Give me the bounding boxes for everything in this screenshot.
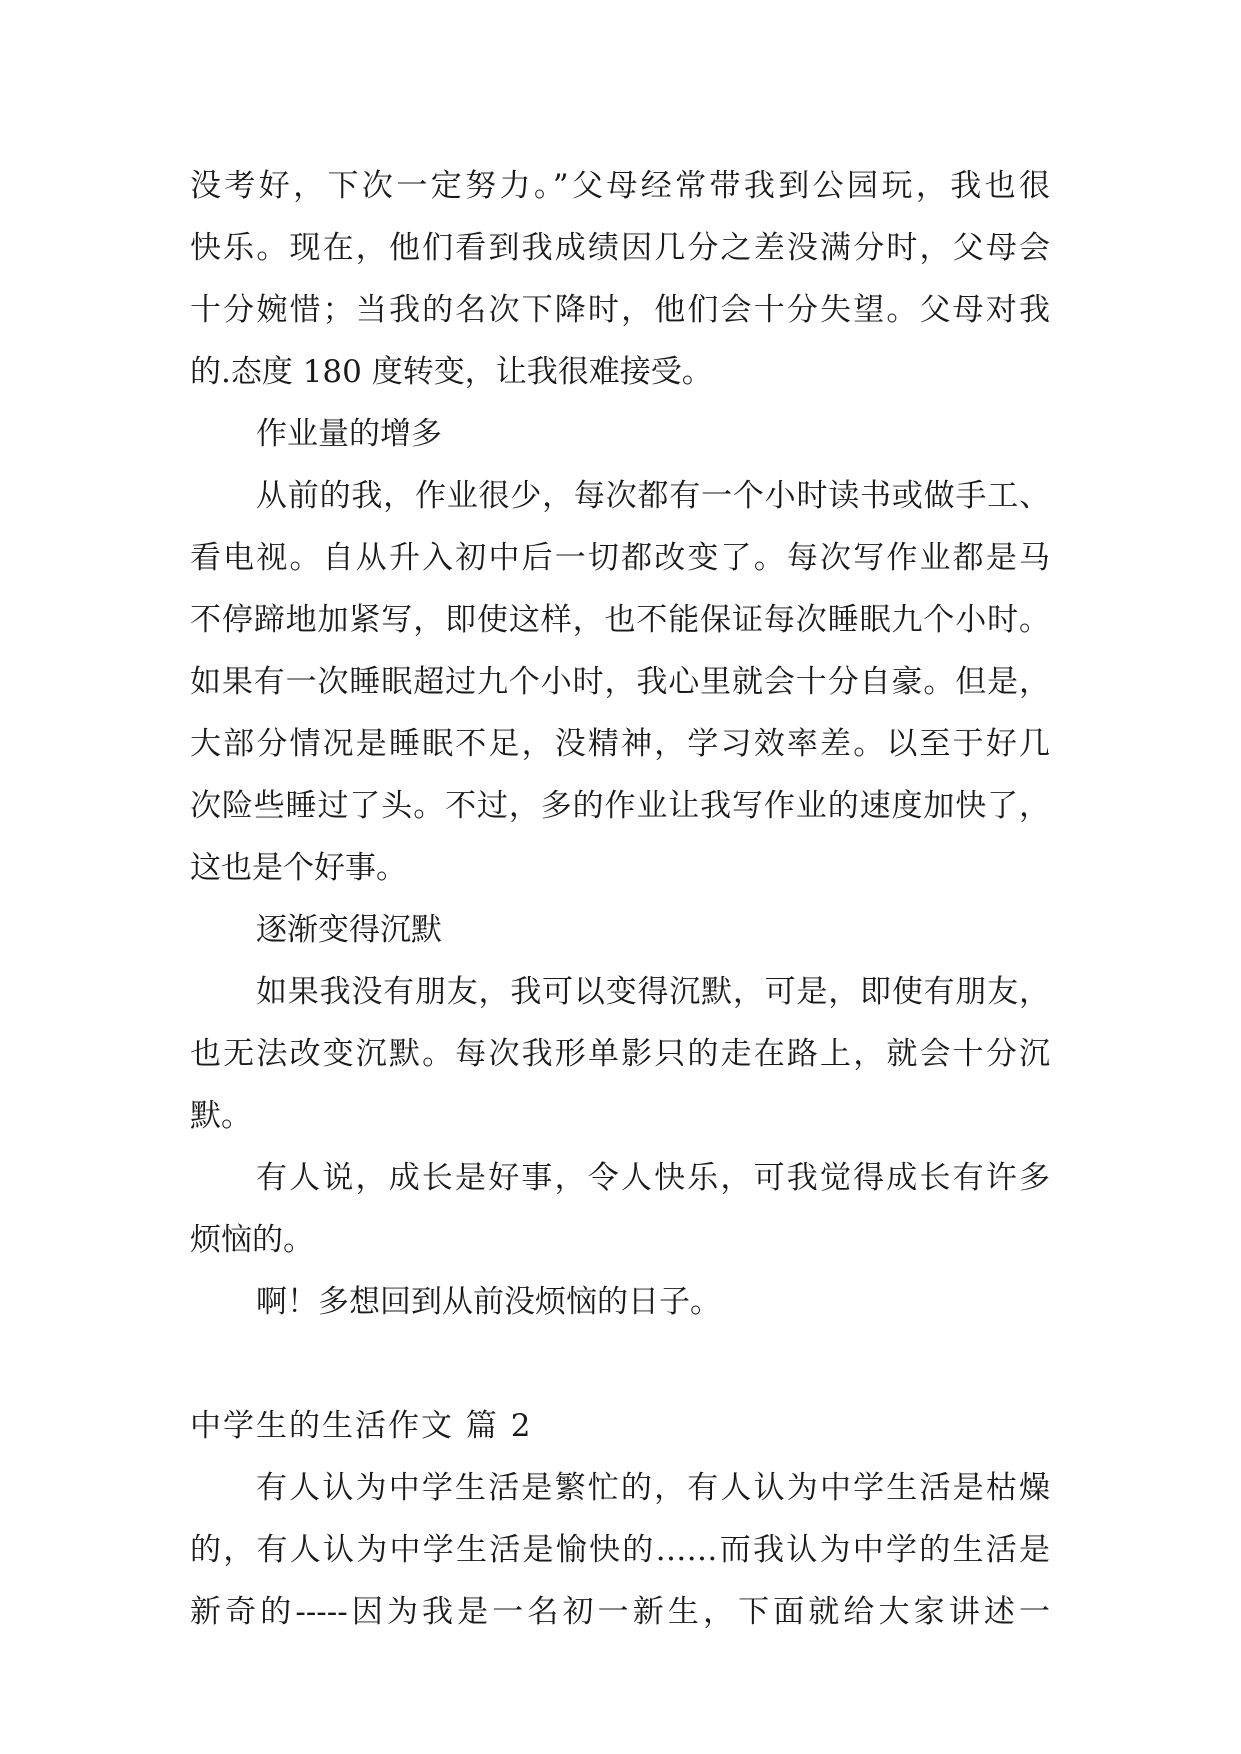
paragraph-line: 次险些睡过了头。不过，多的作业让我写作业的速度加快了， [190,788,1050,824]
paragraph-line: 啊！多想回到从前没烦恼的日子。 [256,1284,721,1320]
paragraph-line: 如果我没有朋友，我可以变得沉默，可是，即使有朋友， [256,974,1050,1010]
paragraph-line: 十分婉惜；当我的名次下降时，他们会十分失望。父母对我 [190,292,1050,328]
section-heading: 逐渐变得沉默 [256,912,442,948]
paragraph-line: 这也是个好事。 [190,850,407,886]
document-page [190,155,1050,1643]
paragraph-line: 从前的我，作业很少，每次都有一个小时读书或做手工、 [256,478,1050,514]
paragraph-line: 看电视。自从升入初中后一切都改变了。每次写作业都是马 [190,540,1050,576]
paragraph-line: 也无法改变沉默。每次我形单影只的走在路上，就会十分沉 [190,1036,1050,1072]
paragraph-line: 的，有人认为中学生活是愉快的……而我认为中学的生活是 [190,1532,1050,1568]
essay-title: 中学生的生活作文 篇 2 [190,1408,533,1444]
paragraph-line: 快乐。现在，他们看到我成绩因几分之差没满分时，父母会 [190,230,1050,266]
section-heading: 作业量的增多 [256,416,442,452]
blank-line [190,1333,1050,1395]
paragraph-line: 有人说，成长是好事，令人快乐，可我觉得成长有许多 [256,1160,1050,1196]
paragraph-line: 如果有一次睡眠超过九个小时，我心里就会十分自豪。但是， [190,664,1050,700]
paragraph-line: 不停蹄地加紧写，即使这样，也不能保证每次睡眠九个小时。 [190,602,1050,638]
paragraph-line: 的.态度 180 度转变，让我很难接受。 [190,354,713,390]
paragraph-line: 大部分情况是睡眠不足，没精神，学习效率差。以至于好几 [190,726,1050,762]
paragraph-line: 新奇的-----因为我是一名初一新生，下面就给大家讲述一 [190,1594,1050,1630]
paragraph-line: 有人认为中学生活是繁忙的，有人认为中学生活是枯燥 [256,1470,1050,1506]
paragraph-line: 没考好，下次一定努力。”父母经常带我到公园玩，我也很 [190,168,1050,204]
paragraph-line: 默。 [190,1098,252,1134]
paragraph-line: 烦恼的。 [190,1222,314,1258]
